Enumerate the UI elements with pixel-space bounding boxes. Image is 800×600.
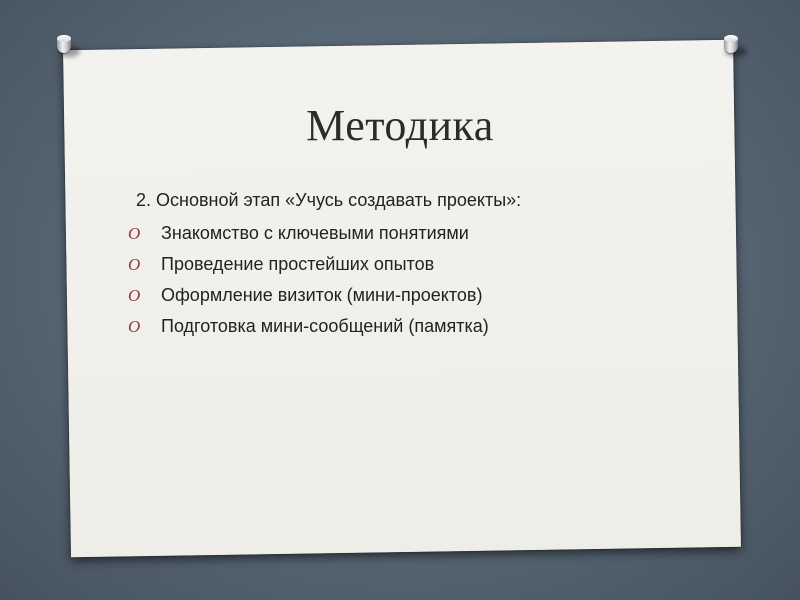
bullet-marker: O <box>128 255 141 274</box>
bullet-marker: O <box>128 224 141 243</box>
bullet-marker: O <box>128 286 141 305</box>
slide-title: Методика <box>306 101 494 150</box>
pushpin-icon <box>719 33 745 59</box>
bullet-marker: O <box>128 317 141 336</box>
bullet-text: Знакомство с ключевыми понятиями <box>161 223 469 243</box>
slide-intro: 2. Основной этап «Учусь создавать проекты»: <box>136 190 522 210</box>
bullet-text: Оформление визиток (мини-проектов) <box>161 285 483 305</box>
bullet-text: Проведение простейших опытов <box>161 254 435 274</box>
bullet-text: Подготовка мини-сообщений (памятка) <box>161 316 489 336</box>
pushpin-icon <box>52 33 78 59</box>
